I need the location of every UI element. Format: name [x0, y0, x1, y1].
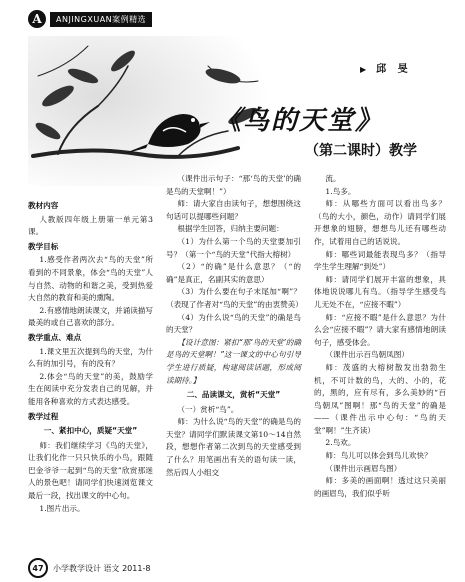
page-footer — [28, 558, 150, 578]
paragraph: 师：多美的画面啊！透过这只美丽的画眉鸟，我们似乎听 — [314, 476, 446, 498]
column-header — [28, 10, 152, 28]
paragraph: 2.鸟欢。 — [325, 438, 356, 448]
paragraph: 师：鸟儿可以体会到鸟儿欢快？ — [325, 451, 432, 461]
paragraph: 1.图片出示。 — [39, 503, 85, 513]
text-column-3 — [314, 173, 446, 500]
paragraph: 人教版四年级上册第一单元第3课。 — [28, 214, 153, 237]
paragraph: （课件出示画眉鸟图） — [325, 463, 402, 473]
paragraph: 流。 — [325, 174, 341, 183]
paragraph: （1）为什么第一个鸟的天堂要加引号？（第一个“鸟的天堂”代指大榕树） — [166, 236, 301, 259]
section-heading: 一、紧扣中心，质疑“天堂” — [43, 426, 138, 436]
paragraph: 1.课文里五次提到鸟的天堂，为什么有的加引号，有的没有？ — [28, 346, 153, 369]
journal-name: 小学教学设计 语文 2011-8 — [53, 563, 151, 573]
section-heading: 二、品读课文，赏析“天堂” — [186, 390, 281, 400]
paragraph: 师：请大家自由读句子，想想围绕这句话可以提哪些问题？ — [166, 199, 301, 221]
article-subtitle: （第二课时）教学 — [305, 143, 417, 159]
paragraph: （3）为什么要在句子末尾加“啊”？（表现了作者对“鸟的天堂”的由衷赞美） — [166, 287, 303, 309]
section-heading: 教学过程 — [28, 411, 59, 421]
column-logo-icon: A — [28, 10, 46, 28]
paragraph: 根据学生回答，归纳主要问题： — [177, 224, 284, 234]
paragraph: 师：哪些词最能表现鸟多？（指导学生学生理解“到处”） — [314, 249, 446, 272]
paragraph: 2.体会“鸟的天堂”的美，鼓励学生在阅读中充分发表自己的见解，并能用各种喜欢的方式表达感受。 — [28, 371, 153, 406]
page-number: 47 — [28, 558, 48, 578]
paragraph: （2）“的确”是什么意思？（“的确”是真正，名副其实的意思） — [166, 262, 301, 284]
paragraph: 师：我们继续学习《鸟的天堂》，让我们化作一只只快乐的小鸟，跟随巴金爷爷一起到“鸟的天堂”欣赏那迷人的景色吧！请同学们快速浏览课文最后一段，找出课文的中心句。 — [28, 440, 153, 501]
paragraph: 1.鸟多。 — [325, 186, 356, 196]
column-name: ANJINGXUAN案例精选 — [50, 12, 152, 27]
section-heading: 教材内容 — [28, 201, 59, 210]
paragraph: （课件出示百鸟朝凤图） — [325, 350, 409, 360]
section-heading: 教学目标 — [28, 241, 59, 251]
paragraph: 师：为什么说“鸟的天堂”的确是鸟的天堂？请同学们默读课文第10～14自然段，想想作者第二次到鸟的天堂感受到了什么？用笔画出有关的语句读一读，然后四人小组交 — [166, 417, 301, 477]
paragraph: 1.感受作者两次去“鸟的天堂”所看到的不同景象，体会“鸟的天堂”人与自然、动物的和谐之美，受到热爱大自然的教育和美的熏陶。 — [28, 255, 153, 303]
paragraph: （4）为什么说“鸟的天堂”的确是鸟的天堂？ — [166, 312, 301, 335]
triangle-icon: ▶ — [360, 64, 371, 74]
paragraph: 2.有感情地朗读课文，并诵读描写最美的或自己喜欢的部分。 — [28, 305, 153, 328]
paragraph: （课件出示句子：“那‘鸟的天堂’的确是鸟的天堂啊！”） — [166, 174, 301, 196]
paragraph: 师：茂盛的大榕树散发出勃勃生机，不可计数的鸟，大的、小的，花的，黑的，应有尽有，多么美妙的“百鸟朝凤”图啊！那“鸟的天堂”的确是——（课件出示中心句：“鸟的天堂”啊！”生齐读） — [314, 362, 446, 435]
design-intent-note: 【设计意图：紧扣“那‘鸟的天堂’的确是鸟的天堂啊！”这一课文的中心句引导学生进行质疑，构建阅读话题，形成阅读期待。】 — [166, 337, 301, 385]
paragraph: 师：请同学们展开丰富的想象，具体地说说哪儿有鸟。（指导学生感受鸟儿无处不在，“应接不暇”） — [314, 274, 446, 309]
paragraph: 师：“应接不暇”是什么意思？为什么会“应接不暇”？请大家有感情地朗读句子，感受体会。 — [314, 312, 446, 347]
article-author: ▶ 邱 旻 — [360, 64, 412, 75]
paragraph: 师：从哪些方面可以看出鸟多？（鸟的大小，颜色，动作）请同学们展开想象的翅膀，想想鸟儿还有哪些动作，试着用自己的话说说。 — [314, 199, 446, 246]
paragraph: （一）赏析“鸟”。 — [177, 404, 239, 414]
section-heading: 教学重点、难点 — [28, 332, 82, 342]
article-title: 《鸟的天堂》 — [215, 106, 384, 136]
text-column-1 — [28, 198, 153, 515]
text-column-2 — [166, 173, 301, 479]
